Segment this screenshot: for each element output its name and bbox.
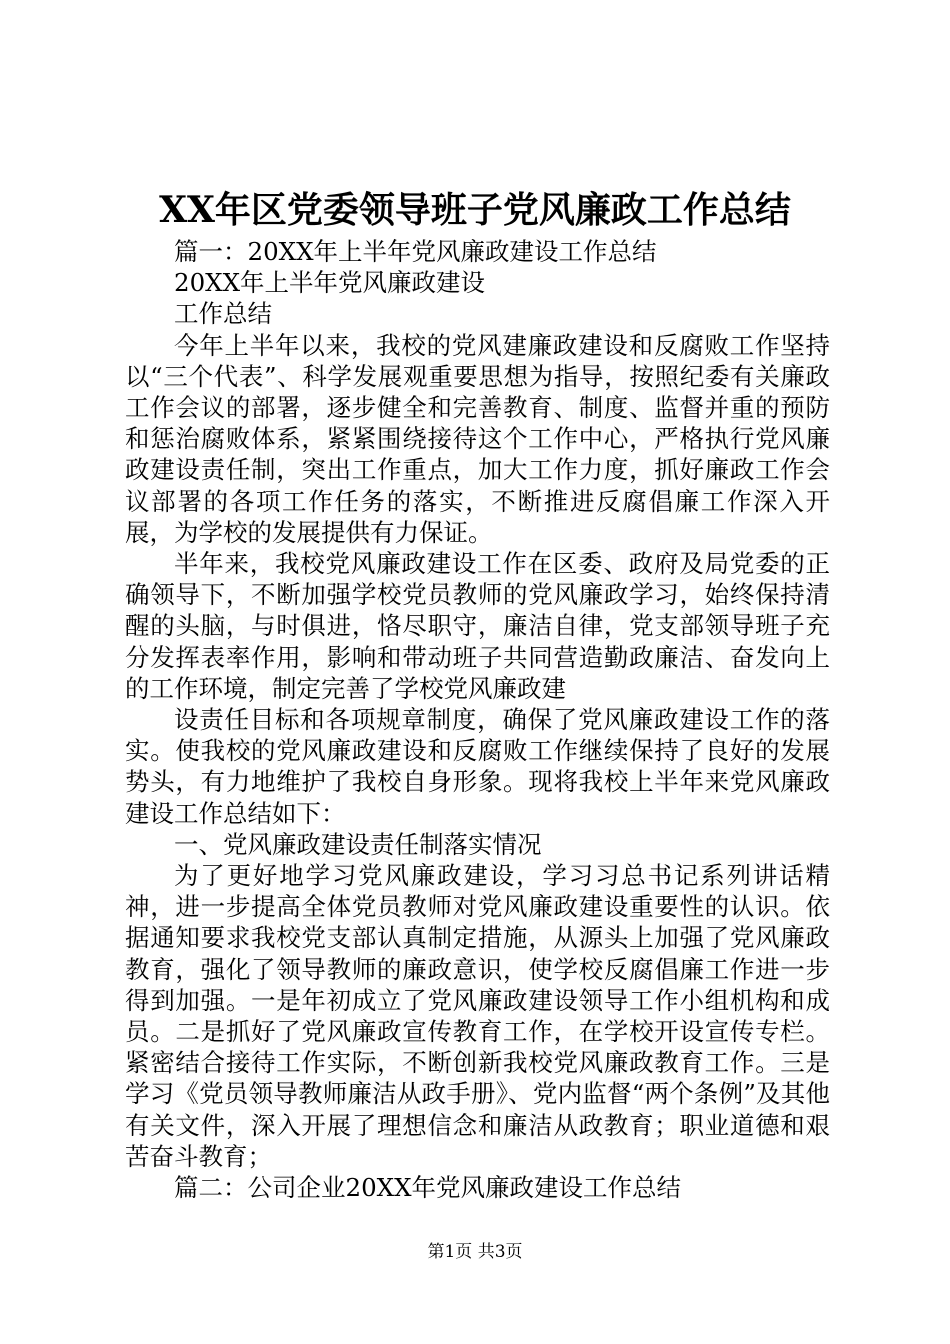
paragraph: 20XX年上半年党风廉政建设	[174, 268, 486, 298]
paragraph: 今年上半年以来，我校的党风建廉政建设和反腐败工作坚持以“三个代表”、科学发展观重要思想为指导，按照纪委有关廉政工作会议的部署，逐步健全和完善教育、制度、监督并重的预防和惩治腐败体系，紧紧围绕接待这个工作中心，严格执行党风廉政建设责任制，突出工作重点，加大工作力度，抓好廉政工作会议部署的各项工作任务的落实，不断推进反腐倡廉工作深入开展，为学校的发展提供有力保证。	[125, 330, 830, 547]
document-body	[125, 236, 830, 1203]
paragraph: 为了更好地学习党风廉政建设，学习习总书记系列讲话精神，进一步提高全体党员教师对党风廉政建设重要性的认识。依据通知要求我校党支部认真制定措施，从源头上加强了党风廉政教育，强化了领导教师的廉政意识，使学校反腐倡廉工作进一步得到加强。一是年初成立了党风廉政建设领导工作小组机构和成员。二是抓好了党风廉政宣传教育工作，在学校开设宣传专栏。紧密结合接待工作实际，不断创新我校党风廉政教育工作。三是学习《党员领导教师廉洁从政手册》、党内监督“两个条例”及其他有关文件，深入开展了理想信念和廉洁从政教育；职业道德和艰苦奋斗教育；	[125, 861, 830, 1171]
paragraph: 工作总结	[174, 299, 272, 329]
paragraph: 设责任目标和各项规章制度，确保了党风廉政建设工作的落实。使我校的党风廉政建设和反腐败工作继续保持了良好的发展势头，有力地维护了我校自身形象。现将我校上半年来党风廉政建设工作总结如下：	[125, 705, 830, 828]
paragraph: 半年来，我校党风廉政建设工作在区委、政府及局党委的正确领导下，不断加强学校党员教师的党风廉政学习，始终保持清醒的头脑，与时俱进，恪尽职守，廉洁自律，党支部领导班子充分发挥表率作用，影响和带动班子共同营造勤政廉洁、奋发向上的工作环境，制定完善了学校党风廉政建	[125, 549, 830, 703]
page-number-footer: 第1页 共3页	[427, 1242, 523, 1262]
section-heading: 一、党风廉政建设责任制落实情况	[174, 829, 542, 859]
paragraph: 篇一：20XX年上半年党风廉政建设工作总结	[174, 237, 657, 266]
paragraph: 篇二：公司企业20XX年党风廉政建设工作总结	[174, 1173, 682, 1203]
document-title: XX年区党委领导班子党风廉政工作总结	[159, 189, 791, 231]
